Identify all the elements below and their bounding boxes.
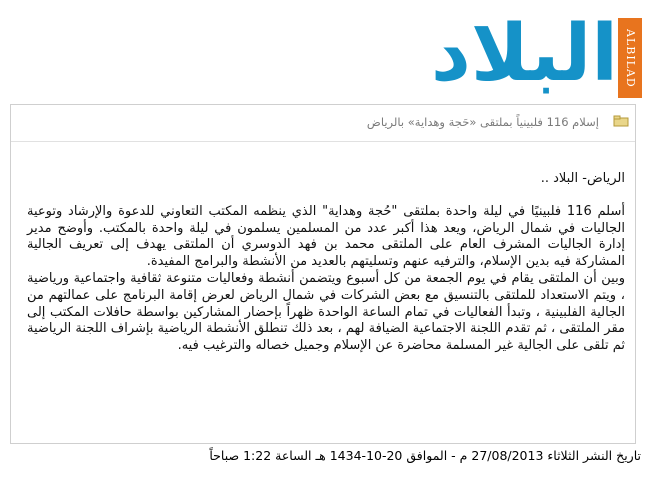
- article-paragraph: وبين أن الملتقى يقام في يوم الجمعة من كل أسبوع ويتضمن أنشطة وفعاليات متنوعة ثقافية واجتماعية ورياضية ، ويتم الاستعداد للملتقى بالتنسيق مع بعض الشركات في شمال الرياض لعرض إقامة البرنامج على عمالتهم من الجالية الفلبينية ، وتبدأ الفعاليات في تمام الساعة الواحدة ظهراً بإحضار المشاركين بواسطة حافلات المكتب إلى مقر الملتقى ، ثم تقدم اللجنة الاجتماعية الضيافة لهم ، بعد ذلك تنطلق الأنشطة الرياضية بإشراف اللجنة الرياضية ثم تلقى على الجالية غير المسلمة محاضرة عن الإسلام وجميل خصاله والترغيب فيه.: [27, 270, 625, 354]
- logo-arabic-text: البلاد: [430, 9, 618, 99]
- logo-strip: [618, 18, 642, 98]
- albilad-logo[interactable]: [430, 8, 644, 102]
- publish-date: تاريخ النشر الثلاثاء 27/08/2013 م - الموافق 20-10-1434 هـ الساعة 1:22 صباحاً: [209, 448, 641, 463]
- logo-latin-text: ALBILAD: [624, 28, 637, 88]
- article-paragraph: أسلم 116 فلبينيًا في ليلة واحدة بملتقى "حُجة وهداية" الذي ينظمه المكتب التعاوني للدعوة والإرشاد وتوعية الجاليات في شمال الرياض، ويعد هذا أكبر عدد من المسلمين يسلمون في ليلة واحدة بالمكتب. وأوضح مدير إدارة الجاليات المشرف العام على الملتقى محمد بن فهد الدوسري أن الملتقى يهدف إلى تعريف الجالية المشاركة فيه بدين الإسلام، والترفيه عنهم وتسليتهم بالعديد من الأنشطة والبرامج المفيدة.: [27, 203, 625, 270]
- folder-icon: [613, 115, 629, 127]
- article-dateline: الرياض- البلاد ..: [540, 171, 625, 186]
- article-body: [27, 171, 625, 355]
- article-frame: [10, 104, 636, 444]
- article-headline: إسلام 116 فلبينياً بملتقى «حَجة وهداية» بالرياض: [366, 115, 599, 129]
- headline-divider: [11, 141, 635, 142]
- logo-box: [430, 8, 644, 102]
